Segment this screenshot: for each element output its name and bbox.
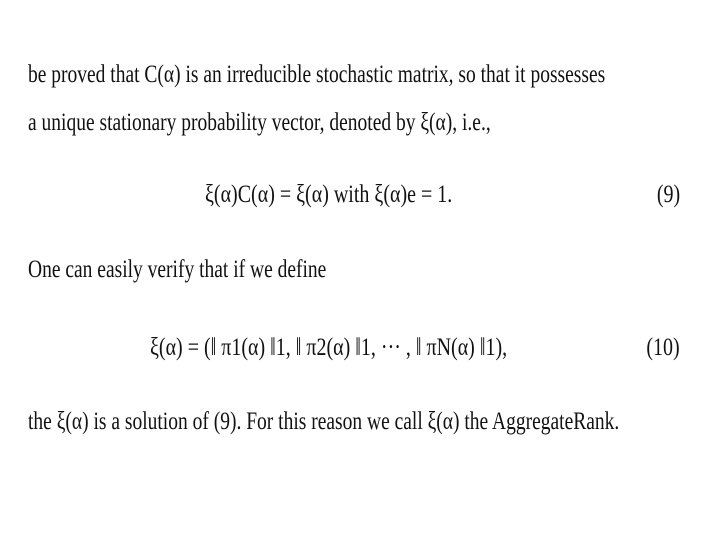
text-line: One can easily verify that if we define — [28, 256, 327, 283]
equation-9: ξ(α)C(α) = ξ(α) with ξ(α)e = 1. — [205, 181, 453, 208]
equation-number-10: (10) — [646, 334, 680, 361]
text-line: the ξ(α) is a solution of (9). For this reason we call ξ(α) the AggregateRank. — [28, 408, 620, 435]
text-line: be proved that C(α) is an irreducible stochastic matrix, so that it possesses — [28, 61, 606, 88]
equation-10-row — [0, 333, 720, 367]
equation-10: ξ(α) = (‖ π1(α) ‖1, ‖ π2(α) ‖1, ··· , ‖ πN(α) ‖1), — [150, 334, 508, 361]
equation-number-9: (9) — [656, 181, 680, 208]
equation-9-row — [0, 180, 720, 214]
text-line: a unique stationary probability vector, denoted by ξ(α), i.e., — [28, 109, 491, 136]
